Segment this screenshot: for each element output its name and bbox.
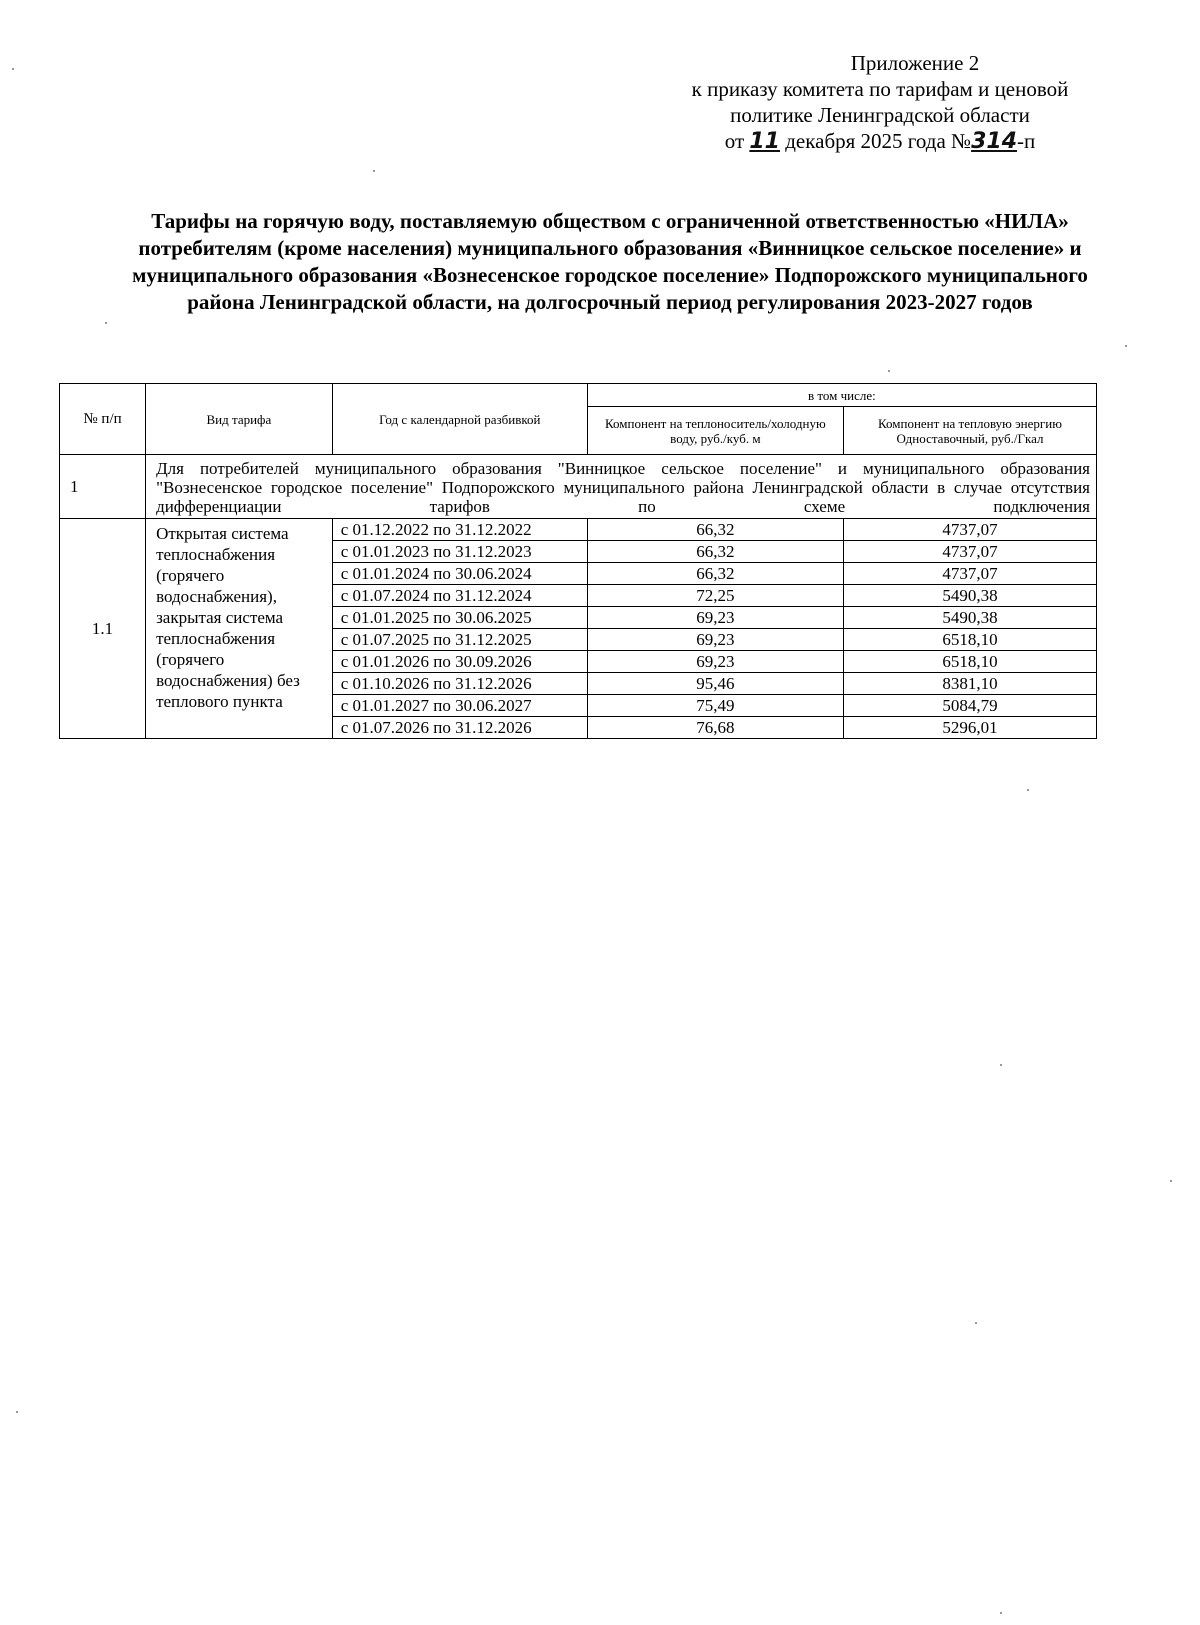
header-num: № п/п <box>60 384 146 455</box>
period-cell: с 01.01.2024 по 30.06.2024 <box>332 563 587 585</box>
water-cell: 66,32 <box>587 563 843 585</box>
heat-cell: 4737,07 <box>843 519 1096 541</box>
appendix-header <box>640 50 1120 155</box>
scan-speck <box>12 68 14 70</box>
period-cell: с 01.07.2025 по 31.12.2025 <box>332 629 587 651</box>
header-period: Год с календарной разбивкой <box>332 384 587 455</box>
water-cell: 66,32 <box>587 541 843 563</box>
water-cell: 75,49 <box>587 695 843 717</box>
date-mid: декабря 2025 года № <box>785 129 972 153</box>
header-row <box>60 384 1097 407</box>
scan-speck <box>1027 789 1029 791</box>
header-kind: Вид тарифа <box>146 384 333 455</box>
group-row <box>60 455 1097 519</box>
sub-kind: Открытая система теплоснабжения (горячего водоснабжения), закрытая система теплоснабжения (горячего водоснабжения) без теплового пункта <box>146 519 333 739</box>
appendix-date-line <box>640 128 1120 155</box>
water-cell: 66,32 <box>587 519 843 541</box>
scan-speck <box>16 1411 18 1413</box>
appendix-number: Приложение 2 <box>850 51 980 75</box>
period-cell: с 01.01.2026 по 30.09.2026 <box>332 651 587 673</box>
heat-cell: 5296,01 <box>843 717 1096 739</box>
heat-cell: 5084,79 <box>843 695 1096 717</box>
water-cell: 69,23 <box>587 651 843 673</box>
scan-speck <box>1170 1180 1172 1182</box>
appendix-order-line: к приказу комитета по тарифам и ценовой <box>691 77 1069 101</box>
heat-cell: 6518,10 <box>843 651 1096 673</box>
scan-speck <box>975 1322 977 1324</box>
water-cell: 69,23 <box>587 607 843 629</box>
period-cell: с 01.01.2027 по 30.06.2027 <box>332 695 587 717</box>
heat-cell: 6518,10 <box>843 629 1096 651</box>
period-cell: с 01.07.2024 по 31.12.2024 <box>332 585 587 607</box>
scan-speck <box>373 170 375 172</box>
water-cell: 95,46 <box>587 673 843 695</box>
document-title: Тарифы на горячую воду, поставляемую обществом с ограниченной ответственностью «НИЛА» потребителям (кроме населения) муниципального образования «Винницкое сельское поселение» и муниципального образования «Вознесенское городское поселение» Подпорожского муниципального района Ленинградской области, на долгосрочный период регулирования 2023-2027 годов <box>132 209 1088 314</box>
date-prefix: от <box>724 129 745 153</box>
appendix-committee-line: политике Ленинградской области <box>730 103 1030 127</box>
scan-speck <box>1125 345 1127 347</box>
scan-speck <box>1000 1612 1002 1614</box>
handwritten-order-number: 314 <box>971 129 1018 154</box>
heat-cell: 4737,07 <box>843 541 1096 563</box>
period-cell: с 01.01.2025 по 30.06.2025 <box>332 607 587 629</box>
heat-cell: 5490,38 <box>843 585 1096 607</box>
heat-cell: 8381,10 <box>843 673 1096 695</box>
water-cell: 72,25 <box>587 585 843 607</box>
handwritten-day: 11 <box>749 129 780 154</box>
group-description: Для потребителей муниципального образования "Винницкое сельское поселение" и муниципального образования "Вознесенское городское поселение" Подпорожского муниципального района Ленинградской области в случае отсутствия дифференциации тарифов по схеме подключения <box>146 455 1097 519</box>
heat-cell: 5490,38 <box>843 607 1096 629</box>
scan-speck <box>888 370 890 372</box>
sub-num: 1.1 <box>60 519 146 739</box>
group-num: 1 <box>60 455 146 519</box>
header-including: в том числе: <box>587 384 1096 407</box>
scan-speck <box>1000 1064 1002 1066</box>
tariff-table <box>59 383 1097 739</box>
water-cell: 69,23 <box>587 629 843 651</box>
header-component-water: Компонент на теплоноситель/холодную воду, руб./куб. м <box>587 407 843 455</box>
period-cell: с 01.07.2026 по 31.12.2026 <box>332 717 587 739</box>
water-cell: 76,68 <box>587 717 843 739</box>
period-cell: с 01.01.2023 по 31.12.2023 <box>332 541 587 563</box>
scan-speck <box>105 322 107 324</box>
period-cell: с 01.10.2026 по 31.12.2026 <box>332 673 587 695</box>
order-suffix: -п <box>1017 129 1036 153</box>
header-component-heat: Компонент на тепловую энергию Одноставочный, руб./Гкал <box>843 407 1096 455</box>
heat-cell: 4737,07 <box>843 563 1096 585</box>
period-cell: с 01.12.2022 по 31.12.2022 <box>332 519 587 541</box>
table-row <box>60 519 1097 541</box>
